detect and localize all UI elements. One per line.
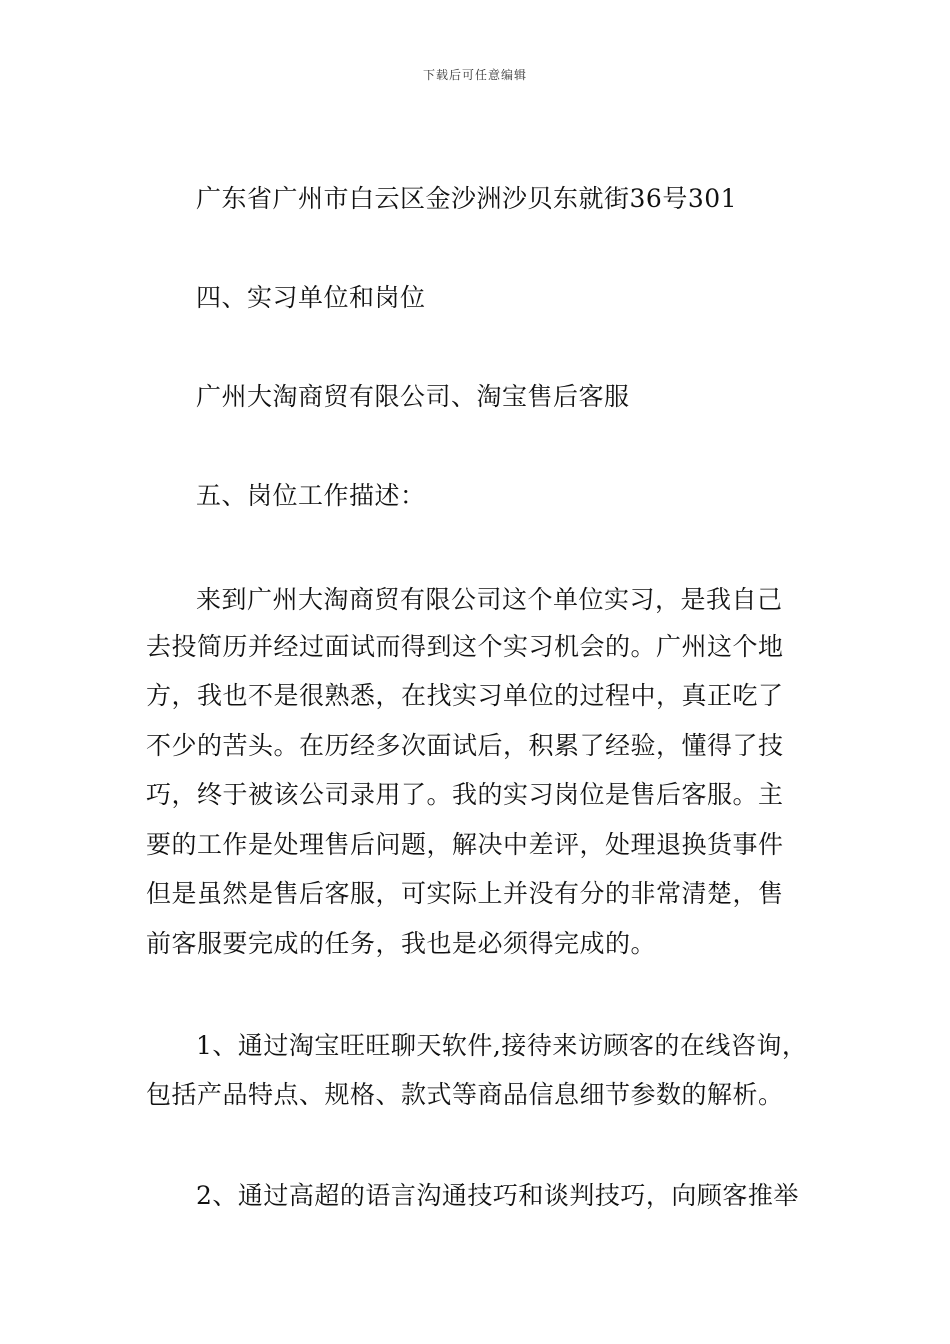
paragraph-line: 不少的苦头。在历经多次面试后，积累了经验，懂得了技 — [146, 731, 784, 760]
section-heading-text: 五、岗位工作描述： — [196, 481, 426, 510]
paragraph-line: 巧，终于被该公司录用了。我的实习岗位是售后客服。主 — [146, 780, 784, 809]
paragraph-line: 2、通过高超的语言沟通技巧和谈判技巧，向顾客推举 — [196, 1181, 799, 1210]
paragraph-line: 来到广州大淘商贸有限公司这个单位实习，是我自己 — [196, 585, 783, 614]
paragraph-line: 但是虽然是售后客服，可实际上并没有分的非常清楚，售 — [146, 879, 784, 908]
page-header: 下载后可任意编辑 — [422, 68, 527, 82]
paragraph-line: 1、通过淘宝旺旺聊天软件,接待来访顾客的在线咨询， — [196, 1031, 808, 1060]
paragraph-line: 去投简历并经过面试而得到这个实习机会的。广州这个地 — [146, 632, 784, 661]
company-line: 广州大淘商贸有限公司、淘宝售后客服 — [196, 382, 630, 411]
paragraph-line: 方，我也不是很熟悉，在找实习单位的过程中，真正吃了 — [146, 681, 784, 710]
paragraph-line: 前客服要完成的任务，我也是必须得完成的。 — [146, 929, 657, 958]
section-heading-text: 四、实习单位和岗位 — [196, 283, 426, 312]
address-line: 广东省广州市白云区金沙洲沙贝东就街36号301 — [196, 184, 738, 213]
paragraph-line: 包括产品特点、规格、款式等商品信息细节参数的解析。 — [146, 1080, 784, 1109]
paragraph-line: 要的工作是处理售后问题，解决中差评，处理退换货事件 — [146, 830, 784, 859]
